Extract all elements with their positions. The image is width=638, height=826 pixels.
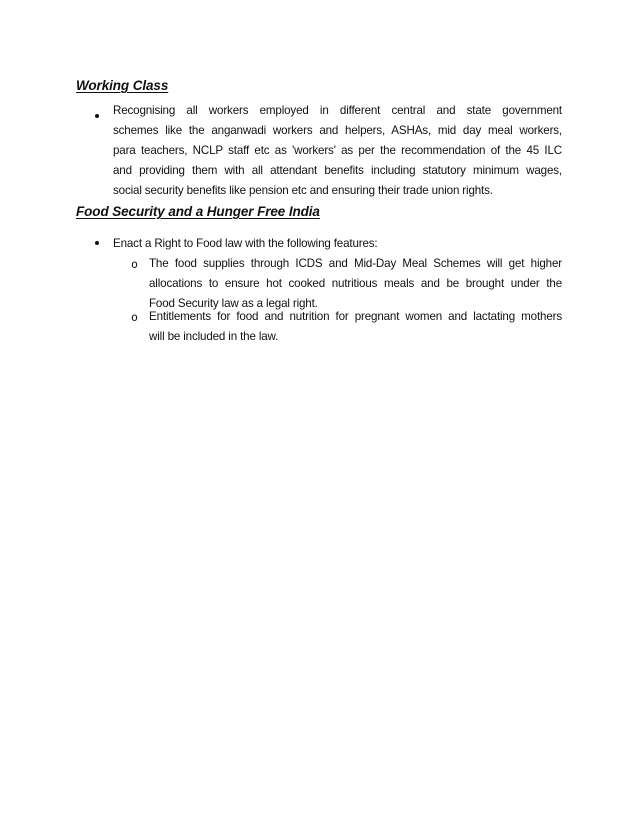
sub-bullet-line: will be included in the law. [149,330,279,343]
sub-bullet-line: Food Security law as a legal right. [149,297,318,310]
section-heading-food-security: Food Security and a Hunger Free India [76,204,320,219]
section-heading-working-class: Working Class [76,78,169,93]
sub-bullet-line: allocations to ensure hot cooked nutritious meals and be brought under the [149,277,562,290]
sub-bullet-marker: o [131,257,138,271]
sub-bullet-line: Entitlements for food and nutrition for pregnant women and lactating mothers [149,310,562,323]
bullet-dot [95,114,99,118]
bullet-line: schemes like the anganwadi workers and helpers, ASHAs, mid day meal workers, [113,124,562,137]
bullet-line: Enact a Right to Food law with the following features: [113,237,378,250]
sub-bullet-line: The food supplies through ICDS and Mid-Day Meal Schemes will get higher [149,257,562,270]
sub-bullet-marker: o [131,310,138,324]
bullet-dot [95,241,99,245]
bullet-line: para teachers, NCLP staff etc as 'workers' as per the recommendation of the 45 ILC [113,144,562,157]
bullet-line: Recognising all workers employed in different central and state government [113,104,562,117]
bullet-line: and providing them with all attendant benefits including statutory minimum wages, [113,164,562,177]
bullet-line: social security benefits like pension etc and ensuring their trade union rights. [113,184,493,197]
